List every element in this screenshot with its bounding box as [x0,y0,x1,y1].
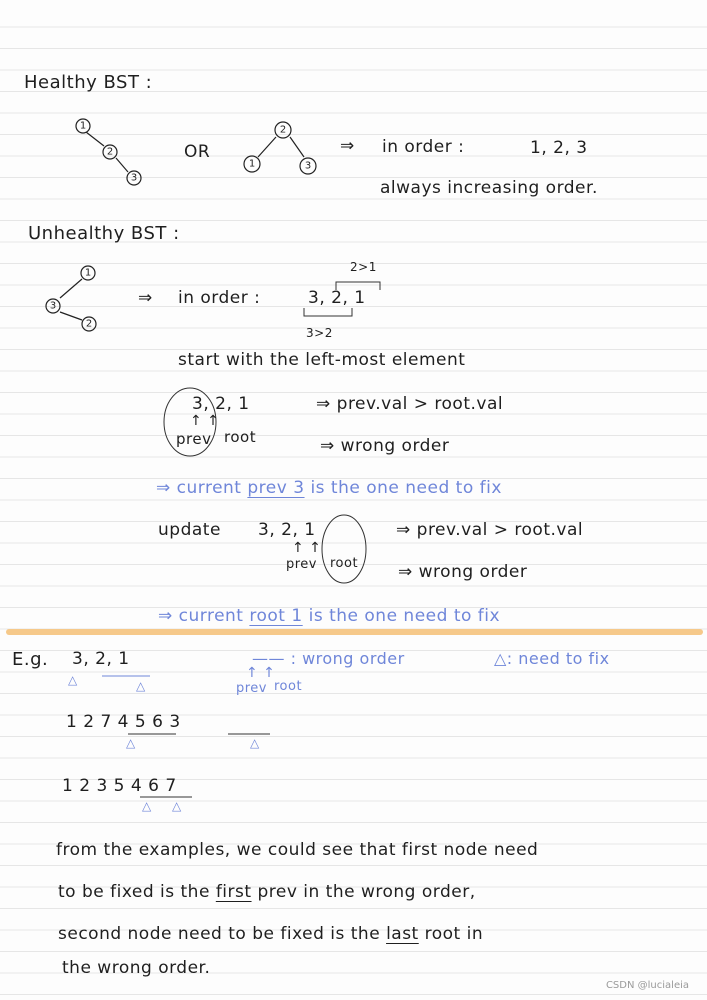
svg-text:1: 1 [79,120,87,132]
healthy-title: Healthy BST : [24,72,153,93]
rule2-b: ⇒ wrong order [398,562,528,582]
step2-values: 3, 2, 1 [258,520,316,540]
tree-a-node-3 [127,171,141,185]
summary-line-2-b: prev in the wrong order, [251,882,476,902]
legend-root: root [274,679,303,694]
conclusion-2-prefix: ⇒ current [158,606,250,626]
update-label: update [158,520,221,540]
step1-root-label: root [224,428,257,446]
svg-text:1: 1 [248,158,256,170]
tree-a-edge-1 [86,132,104,146]
unhealthy-edge-1 [60,279,82,298]
circle-root [322,515,366,583]
tree-b-edge-left [258,137,276,157]
unhealthy-node-3 [46,299,60,313]
tree-b-node-1 [244,156,260,172]
watermark: CSDN @lucialeia [605,980,689,991]
unhealthy-arrow: ⇒ [138,288,153,308]
conclusion-1-key: prev 3 [247,478,305,498]
start-text: start with the left-most element [178,350,466,370]
svg-text:3: 3 [304,160,312,172]
legend-fix: △: need to fix [494,649,610,668]
rule1-b: ⇒ prev.val > root.val [396,520,584,540]
step1-prev-label: prev [176,430,212,448]
summary-line-4: the wrong order. [62,958,211,978]
section-divider [6,629,703,635]
tree-a-node-2 [103,145,117,159]
step2-root-label: root [330,556,359,571]
eg1-triangle-b: △ [136,679,146,693]
summary-line-2-a: to be fixed is the [58,882,216,902]
summary-line-3 [58,926,483,943]
legend-arrows: ↑ ↑ [246,665,276,681]
row2-triangle-b: △ [250,736,260,750]
summary-line-3-a: second node need to be fixed is the [58,924,387,944]
unhealthy-above-note: 2>1 [350,260,377,274]
healthy-arrow: ⇒ [340,136,355,156]
summary-line-3-key: last [386,924,419,944]
row2-triangle-a: △ [126,736,136,750]
step2-arrows: ↑ ↑ [292,540,322,556]
unhealthy-node-1 [81,266,95,280]
summary-line-2 [58,884,476,901]
svg-text:2: 2 [279,124,287,136]
healthy-or: OR [184,142,211,162]
eg-label: E.g. [12,649,49,670]
svg-text:2: 2 [85,318,93,330]
healthy-inorder-values: 1, 2, 3 [530,138,588,158]
svg-text:3: 3 [49,300,57,312]
svg-text:1: 1 [84,267,92,279]
summary-line-2-key: first [215,882,252,902]
unhealthy-inorder-label: in order : [178,288,261,308]
healthy-inorder-label: in order : [382,137,465,157]
healthy-note: always increasing order. [380,178,598,198]
summary-line-3-b: root in [418,924,484,944]
step1-values: 3, 2, 1 [192,394,250,414]
conclusion-1-suffix: is the one need to fix [304,478,502,498]
rule1-a: ⇒ prev.val > root.val [316,394,504,414]
row3-triangle-b: △ [172,799,182,813]
tree-b-node-3 [300,158,316,174]
unhealthy-edge-2 [60,312,82,320]
bracket-below [304,308,352,316]
row3-triangle-a: △ [142,799,152,813]
eg1-values: 3, 2, 1 [72,649,130,669]
conclusion-1 [156,480,502,497]
legend-prev: prev [236,681,268,696]
step1-arrows: ↑ ↑ [190,413,220,429]
legend-wrong: —— : wrong order [252,649,405,668]
unhealthy-node-2 [82,317,96,331]
tree-a-node-1 [76,119,90,133]
tree-b-edge-right [290,137,304,157]
example-row-2: 1 2 7 4 5 6 3 [66,712,181,732]
unhealthy-below-note: 3>2 [306,326,333,340]
unhealthy-inorder-values: 3, 2, 1 [308,288,366,308]
svg-text:3: 3 [130,172,138,184]
svg-text:2: 2 [106,146,114,158]
conclusion-2-key: root 1 [249,606,303,626]
summary-line-1: from the examples, we could see that first node need [56,840,539,860]
conclusion-2-suffix: is the one need to fix [302,606,501,626]
conclusion-1-prefix: ⇒ current [156,478,248,498]
eg1-triangle-a: △ [68,673,78,687]
rule2-a: ⇒ wrong order [320,436,450,456]
unhealthy-title: Unhealthy BST : [28,223,180,244]
conclusion-2 [158,608,500,625]
step2-prev-label: prev [286,557,318,572]
example-row-3: 1 2 3 5 4 6 7 [62,776,177,796]
tree-a-edge-2 [116,158,128,172]
tree-b-node-2 [275,122,291,138]
